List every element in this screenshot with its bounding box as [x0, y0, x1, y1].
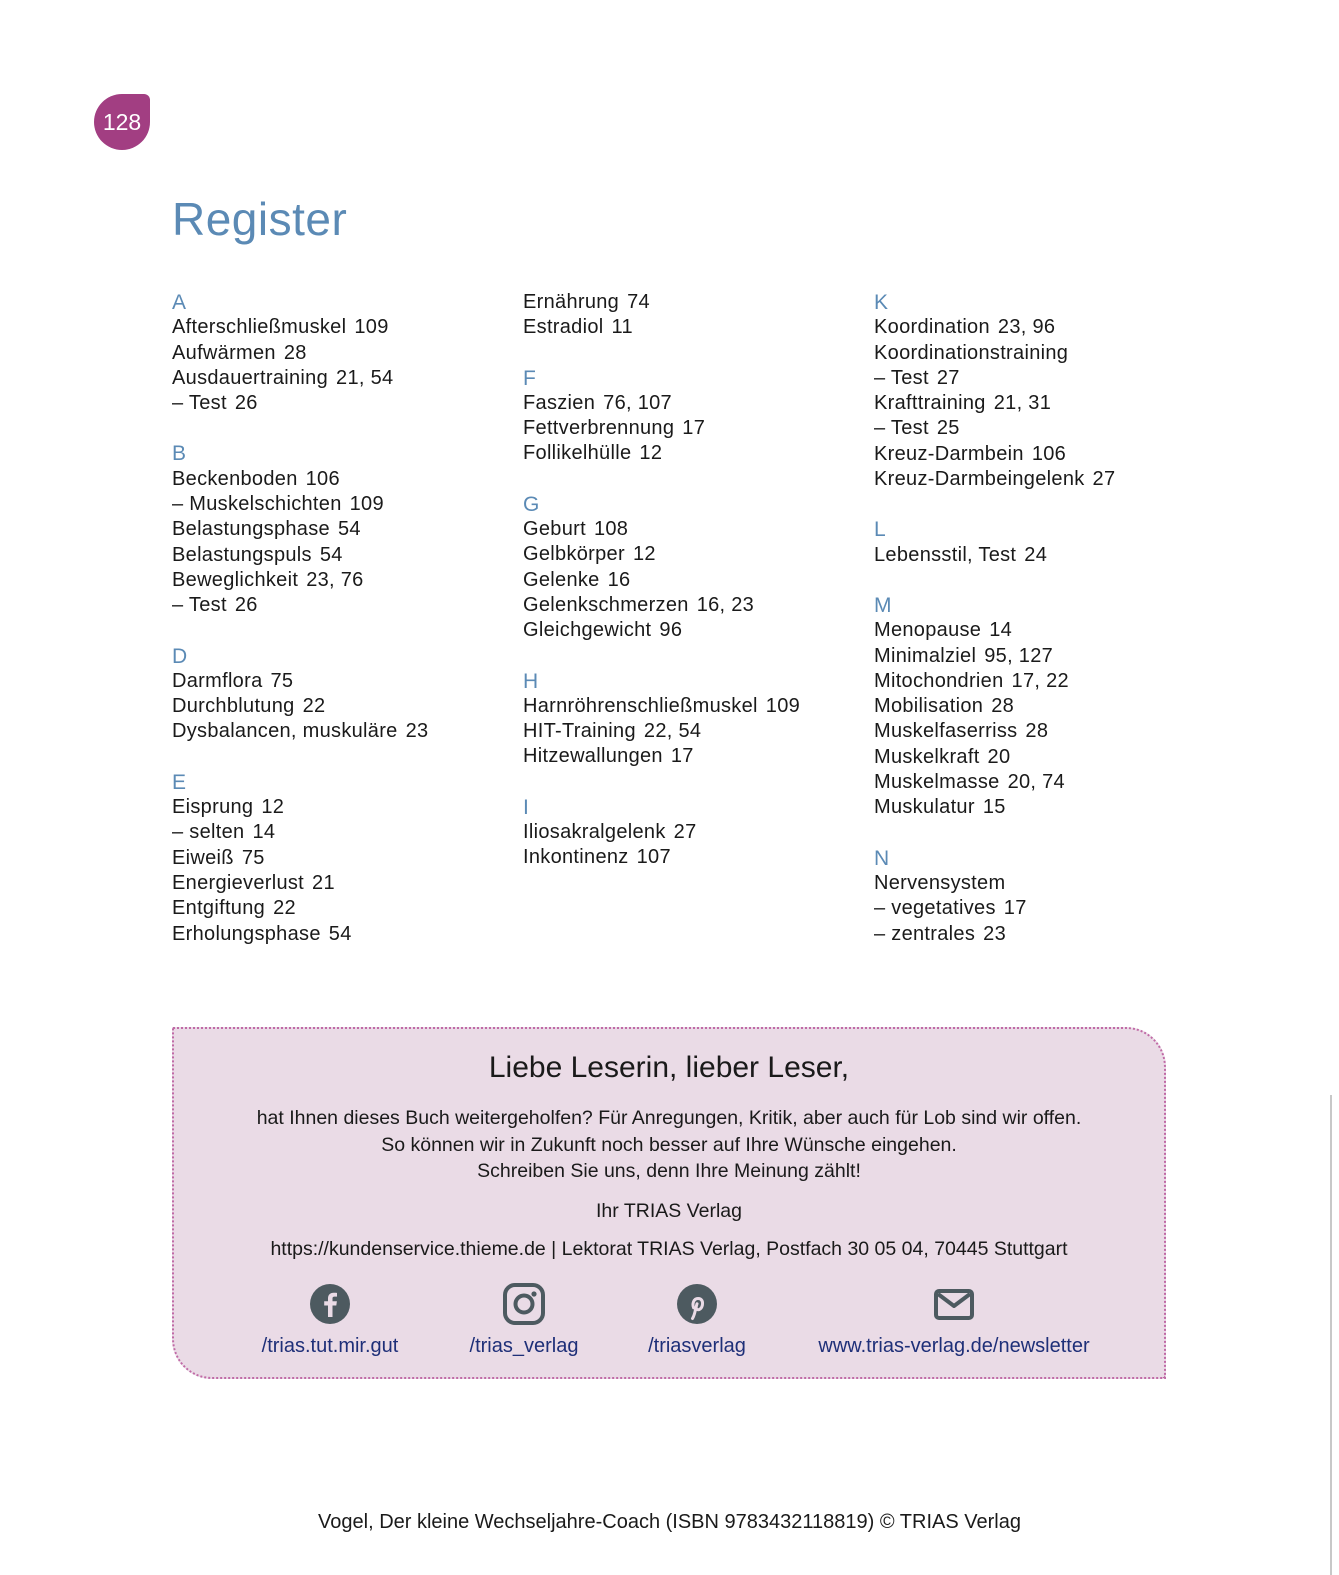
index-pages: 22	[273, 897, 296, 920]
index-term: Gelenkschmerzen	[523, 593, 689, 616]
index-pages: 14	[989, 619, 1013, 642]
index-entry	[523, 441, 863, 466]
pinterest-icon	[676, 1283, 718, 1325]
index-entry	[874, 618, 1214, 643]
index-entry	[874, 745, 1214, 770]
index-pages: 24	[1024, 543, 1048, 566]
index-term: – zentrales	[874, 922, 976, 945]
page-number-badge	[94, 94, 150, 150]
index-term: Mobilisation	[874, 695, 984, 718]
index-term: – Test	[172, 392, 227, 415]
index-entry	[172, 341, 512, 366]
index-section	[523, 492, 863, 644]
reader-signature: Ihr TRIAS Verlag	[596, 1199, 742, 1222]
index-pages: 54	[337, 518, 361, 541]
index-entry	[874, 694, 1214, 719]
index-pages: 16	[607, 568, 631, 591]
index-entry	[172, 568, 512, 593]
index-term: – Test	[172, 594, 227, 617]
index-term: Lebensstil, Test	[874, 543, 1017, 566]
index-entry	[172, 871, 512, 896]
index-pages: 54	[328, 922, 352, 945]
index-pages: 21	[312, 871, 335, 894]
facebook-icon	[309, 1283, 351, 1325]
index-term: Energieverlust	[172, 871, 305, 894]
index-pages: 28	[283, 341, 307, 364]
index-term: Muskulatur	[874, 796, 975, 819]
footer-citation: Vogel, Der kleine Wechseljahre-Coach (ISBN 9783432118819) © TRIAS Verlag	[318, 1511, 1021, 1533]
index-entry	[874, 442, 1214, 467]
index-term: Faszien	[523, 391, 596, 414]
index-pages: 23, 76	[306, 568, 364, 591]
index-term: Belastungspuls	[172, 543, 312, 566]
index-term: Afterschließmuskel	[172, 316, 347, 339]
newsletter-link[interactable]: www.trias-verlag.de/newsletter	[818, 1335, 1090, 1357]
index-term: Kreuz-Darmbeingelenk	[874, 468, 1085, 491]
index-pages: 22	[302, 695, 326, 718]
page-edge-line	[1330, 1095, 1332, 1575]
index-entry	[874, 896, 1214, 921]
reader-heading: Liebe Leserin, lieber Leser,	[488, 1051, 850, 1084]
index-term: Iliosakralgelenk	[523, 821, 666, 844]
index-pages: 17	[1003, 897, 1027, 920]
reader-body	[174, 1105, 1164, 1185]
index-section	[874, 593, 1214, 821]
index-pages: 20, 74	[1007, 771, 1065, 794]
index-term: – Muskelschichten	[172, 493, 342, 516]
index-pages: 106	[1031, 442, 1067, 465]
index-term: – selten	[172, 821, 245, 844]
reader-body-line: hat Ihnen dieses Buch weitergeholfen? Für Anregungen, Kritik, aber auch für Lob sind wir offen.	[256, 1107, 1082, 1129]
index-column-3	[874, 290, 1214, 972]
index-pages: 74	[627, 291, 650, 313]
index-pages: 108	[593, 518, 629, 541]
index-entry	[874, 366, 1214, 391]
index-entry	[172, 391, 512, 416]
index-entry	[874, 341, 1214, 366]
index-pages: 109	[349, 493, 384, 516]
index-letter: M	[874, 593, 892, 617]
index-section	[523, 669, 863, 770]
index-entry	[523, 719, 863, 744]
index-term: Belastungsphase	[172, 518, 330, 541]
index-pages: 17	[682, 417, 706, 440]
index-entry	[523, 391, 863, 416]
index-term: Beweglichkeit	[172, 568, 299, 591]
index-entry	[523, 694, 863, 719]
index-term: Koordinationstraining	[874, 341, 1069, 364]
index-term: Mitochondrien	[874, 669, 1004, 692]
index-term: Gleichgewicht	[523, 619, 652, 642]
index-term: Estradiol	[523, 316, 604, 339]
index-pages: 20	[987, 745, 1011, 768]
index-pages: 26	[234, 594, 258, 617]
social-newsletter[interactable]	[804, 1283, 1104, 1358]
index-term: HIT-Training	[523, 720, 636, 743]
index-term: Inkontinenz	[523, 846, 629, 869]
index-entry	[172, 795, 512, 820]
index-pages: 23	[983, 922, 1006, 945]
index-letter: I	[523, 795, 529, 819]
index-entry	[874, 543, 1214, 568]
index-pages: 27	[673, 821, 697, 844]
index-entry	[172, 896, 512, 921]
index-column-1	[172, 290, 512, 972]
index-entry	[874, 719, 1214, 744]
index-term: Eiweiß	[172, 846, 234, 869]
index-term: Hitzewallungen	[523, 745, 663, 768]
index-entry	[523, 568, 863, 593]
index-columns	[172, 290, 1172, 970]
instagram-link[interactable]: /trias_verlag	[469, 1335, 579, 1357]
index-entry	[172, 846, 512, 871]
index-pages: 11	[611, 316, 633, 339]
index-pages: 22, 54	[643, 720, 702, 743]
index-pages: 21, 54	[336, 366, 394, 389]
index-entry	[523, 593, 863, 618]
index-term: Ausdauertraining	[172, 366, 329, 389]
index-term: Menopause	[874, 619, 982, 642]
index-pages: 25	[936, 417, 960, 440]
index-section	[523, 290, 863, 341]
index-term: Harnröhrenschließmuskel	[523, 694, 758, 717]
index-pages: 17, 22	[1011, 669, 1069, 692]
index-pages: 75	[241, 846, 265, 869]
index-entry	[874, 467, 1214, 492]
index-term: Gelenke	[523, 568, 600, 591]
index-pages: 96	[659, 619, 683, 642]
index-pages: 95, 127	[984, 644, 1054, 667]
reader-body-line: So können wir in Zukunft noch besser auf Ihre Wünsche eingehen.	[381, 1133, 957, 1156]
reader-body-line: Schreiben Sie uns, denn Ihre Meinung zählt!	[477, 1160, 861, 1182]
index-term: Entgiftung	[172, 897, 266, 920]
index-term: Muskelfaserriss	[874, 720, 1018, 743]
index-entry	[874, 416, 1214, 441]
index-entry	[874, 871, 1214, 896]
index-entry	[874, 770, 1214, 795]
index-term: Follikelhülle	[523, 442, 632, 465]
index-entry	[172, 694, 512, 719]
index-pages: 109	[354, 316, 389, 339]
index-section	[874, 517, 1214, 568]
index-pages: 28	[1025, 720, 1049, 743]
index-letter: G	[523, 492, 540, 516]
index-term: Nervensystem	[874, 871, 1006, 894]
index-entry	[172, 492, 512, 517]
index-section	[172, 644, 512, 745]
index-term: Gelbkörper	[523, 543, 625, 566]
reader-feedback-box	[172, 1027, 1166, 1379]
index-pages: 17	[670, 745, 694, 768]
index-entry	[172, 467, 512, 492]
page-number: 128	[102, 108, 142, 135]
index-term: Koordination	[874, 316, 990, 339]
index-pages: 54	[319, 543, 343, 566]
index-entry	[172, 669, 512, 694]
index-pages: 23	[405, 720, 429, 743]
index-term: Dysbalancen, muskuläre	[172, 720, 398, 743]
index-section	[874, 290, 1214, 492]
index-pages: 16, 23	[696, 593, 755, 616]
index-entry	[172, 315, 512, 340]
index-term: – Test	[874, 417, 929, 440]
index-entry	[172, 517, 512, 542]
index-term: Krafttraining	[874, 392, 986, 415]
index-letter: E	[172, 770, 187, 794]
index-entry	[523, 290, 863, 315]
reader-contact[interactable]: https://kundenservice.thieme.de | Lektorat TRIAS Verlag, Postfach 30 05 04, 70445 Stuttgart	[270, 1237, 1068, 1260]
index-pages: 12	[639, 442, 663, 465]
index-entry	[172, 922, 512, 947]
index-pages: 76, 107	[603, 391, 672, 414]
index-section	[523, 366, 863, 467]
index-pages: 14	[252, 821, 276, 844]
index-entry	[523, 618, 863, 643]
index-entry	[874, 795, 1214, 820]
index-term: Eisprung	[172, 796, 254, 819]
index-pages: 21, 31	[993, 392, 1052, 415]
index-term: Durchblutung	[172, 695, 295, 718]
index-term: – Test	[874, 366, 929, 389]
index-section	[172, 770, 512, 947]
page-title: Register	[172, 193, 348, 245]
instagram-icon	[503, 1283, 545, 1325]
index-entry	[523, 416, 863, 441]
index-term: Erholungsphase	[172, 922, 321, 945]
index-pages: 107	[636, 846, 671, 869]
pinterest-link[interactable]: /triasverlag	[648, 1335, 746, 1357]
index-section	[172, 290, 512, 416]
index-entry	[523, 845, 863, 870]
facebook-link[interactable]: /trias.tut.mir.gut	[261, 1335, 399, 1357]
index-pages: 12	[261, 796, 285, 819]
index-term: Muskelmasse	[874, 771, 1000, 794]
index-pages: 23, 96	[997, 316, 1056, 339]
index-entry	[874, 644, 1214, 669]
index-pages: 27	[936, 366, 960, 389]
index-entry	[172, 820, 512, 845]
index-pages: 12	[632, 543, 656, 566]
index-section	[874, 846, 1214, 947]
index-term: Fettverbrennung	[523, 417, 675, 440]
index-entry	[874, 391, 1214, 416]
index-entry	[523, 820, 863, 845]
index-letter: D	[172, 644, 188, 668]
index-pages: 26	[234, 392, 258, 415]
index-entry	[523, 542, 863, 567]
index-section	[523, 795, 863, 871]
index-pages: 75	[270, 669, 294, 692]
index-letter: B	[172, 442, 187, 466]
index-section	[172, 441, 512, 618]
social-pinterest[interactable]	[577, 1283, 817, 1358]
index-term: Aufwärmen	[172, 341, 276, 364]
index-pages: 27	[1092, 468, 1116, 491]
index-entry	[172, 593, 512, 618]
index-term: Geburt	[523, 518, 586, 541]
index-letter: H	[523, 669, 539, 693]
index-term: Ernährung	[523, 291, 620, 313]
index-entry	[874, 922, 1214, 947]
index-letter: N	[874, 846, 890, 870]
index-term: Darmflora	[172, 669, 263, 692]
index-entry	[172, 719, 512, 744]
mail-icon	[933, 1283, 975, 1325]
index-letter: L	[874, 518, 886, 542]
index-letter: F	[523, 366, 536, 390]
index-entry	[523, 315, 863, 340]
index-pages: 15	[982, 796, 1006, 819]
index-entry	[172, 543, 512, 568]
index-pages: 109	[765, 694, 801, 717]
index-entry	[172, 366, 512, 391]
index-pages: 106	[305, 467, 340, 490]
index-term: Minimalziel	[874, 644, 977, 667]
index-entry	[874, 315, 1214, 340]
index-term: Kreuz-Darmbein	[874, 442, 1024, 465]
index-entry	[523, 744, 863, 769]
index-letter: K	[874, 291, 889, 314]
index-entry	[874, 669, 1214, 694]
index-term: Muskelkraft	[874, 745, 980, 768]
index-term: – vegetatives	[874, 897, 996, 920]
index-column-2	[523, 290, 863, 896]
index-letter: A	[172, 291, 187, 314]
index-pages: 28	[991, 695, 1015, 718]
index-term: Beckenboden	[172, 467, 298, 490]
index-entry	[523, 517, 863, 542]
